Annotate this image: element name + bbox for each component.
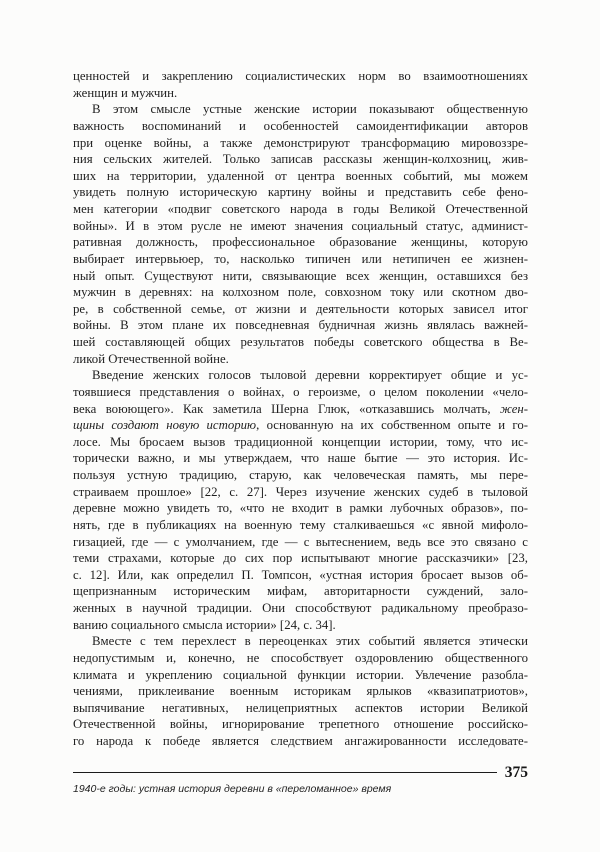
text-line: го народа к победе является следствием ангажированности исследовате- <box>73 734 528 748</box>
text-line: климата и укреплению социальной функции истории. Увлечение разобла- <box>73 667 528 682</box>
page-footer <box>73 765 528 795</box>
text-line: мужчин в деревнях: на колхозном поле, совхозном току или скотном дво- <box>73 285 528 300</box>
text-line: ванию социального смысла истории» [24, с. 34]. <box>73 617 336 632</box>
text-line: ния сельских жителей. Только записав рассказы женщин-колхозниц, жив- <box>73 152 528 167</box>
text-line: тоявшиеся представления о войнах, о героизме, о целом поколении «чело- <box>73 384 528 399</box>
text-run: века воюющего». Как заметила Шерна Глюк, «отказавшись молчать, <box>73 401 500 416</box>
footer-top-row <box>73 765 528 780</box>
body-text <box>73 68 528 750</box>
text-line: страиваем прошлое» [22, с. 27]. Через изучение женских судеб в тыловой <box>73 484 528 499</box>
text-line: шей составляющей общих результатов победы советского общества в Ве- <box>73 335 528 349</box>
page-number: 375 <box>504 763 528 781</box>
paragraph <box>73 68 528 101</box>
text-line: при оценке войны, а также демонстрируют трансформацию мировоззре- <box>73 135 528 150</box>
text-line: увидеть полную историческую картину войны и представить себе фено- <box>73 185 528 200</box>
text-line: ликой Отечественной войне. <box>73 351 229 366</box>
text-line <box>73 417 528 434</box>
text-line: с. 12]. Или, как определил П. Томпсон, «устная история бросает вызов об- <box>73 567 528 582</box>
text-line: теми страхами, которые до сих пор испытывают многие рассказчики» [23, <box>73 551 528 566</box>
text-line: войны. В этом плане их повседневная будничная жизнь являлась важней- <box>73 318 528 333</box>
text-line: женных в научной традиции. Они способствуют радикальному преобразо- <box>73 601 528 615</box>
text-line: чениями, приклеивание военным историкам ярлыков «квазипатриотов», <box>73 684 528 699</box>
text-line: мен категории «подвиг советского народа в годы Великой Отечественной <box>73 202 528 216</box>
text-run: , основанную на их собственном опыте и го- <box>256 418 529 433</box>
emphasized-text: щины создают новую историю <box>73 418 257 433</box>
text-line: торически важно, и мы утверждаем, что наше бытие — это история. Ис- <box>73 451 528 466</box>
text-line: пользуя устную традицию, старую, как человеческая память, мы пере- <box>73 468 528 482</box>
text-line <box>73 401 528 418</box>
text-line: лосе. Мы бросаем вызов традиционной концепции истории, тому, что ис- <box>73 434 528 449</box>
text-line: выпячивание негативных, нелицеприятных аспектов истории Великой <box>73 700 528 715</box>
text-line: женщин и мужчин. <box>73 85 178 100</box>
paragraph <box>73 367 528 633</box>
footer-rule <box>73 772 497 773</box>
text-line: Введение женских голосов тыловой деревни корректирует общие и ус- <box>92 368 528 383</box>
text-line: Вместе с тем перехлест в переоценках этих событий является этически <box>92 634 528 649</box>
text-line: В этом смысле устные женские истории показывают общественную <box>92 102 528 117</box>
text-line: ре, в собственной семье, от жизни и деятельности которых зависел итог <box>73 301 528 316</box>
text-line: гизацией, где — с умолчанием, где — с вытеснением, ведь все это связано с <box>73 534 528 549</box>
running-footer-title: 1940-е годы: устная история деревни в «переломанное» время <box>73 782 392 795</box>
paragraph <box>73 633 528 749</box>
text-line: выбирает интервьюер, то, насколько типичен или нетипичен ее жизнен- <box>73 251 528 266</box>
text-line: войны». И в этом русле не имеют значения социальный статус, админист- <box>73 218 528 233</box>
text-line: Отечественной войны, игнорирование трепетного отношение российско- <box>73 717 528 732</box>
text-line: важность воспоминаний и особенностей самоидентификации авторов <box>73 118 528 133</box>
text-line: ный опыт. Существуют нити, связывающие всех женщин, оставшихся без <box>73 268 528 283</box>
text-line: ративная должность, профессиональное образование женщины, которую <box>73 235 528 250</box>
emphasized-text: жен- <box>499 401 528 416</box>
text-line: нять, где в публикациях на военную тему сталкиваешься «с явной мифоло- <box>73 517 528 532</box>
text-line: щепризнанным историческим мифам, авторитарности суждений, зало- <box>73 584 528 599</box>
text-line: ценностей и закреплению социалистических норм во взаимоотношениях <box>73 69 528 83</box>
paragraph <box>73 101 528 367</box>
text-line: недопустимым и, конечно, не способствует оздоровлению общественного <box>73 650 528 665</box>
text-line: деревне можно увидеть то, «что не входит в рамки лубочных образов», по- <box>73 501 528 516</box>
text-line: ших на территории, удаленной от центра военных событий, мы можем <box>73 168 528 183</box>
